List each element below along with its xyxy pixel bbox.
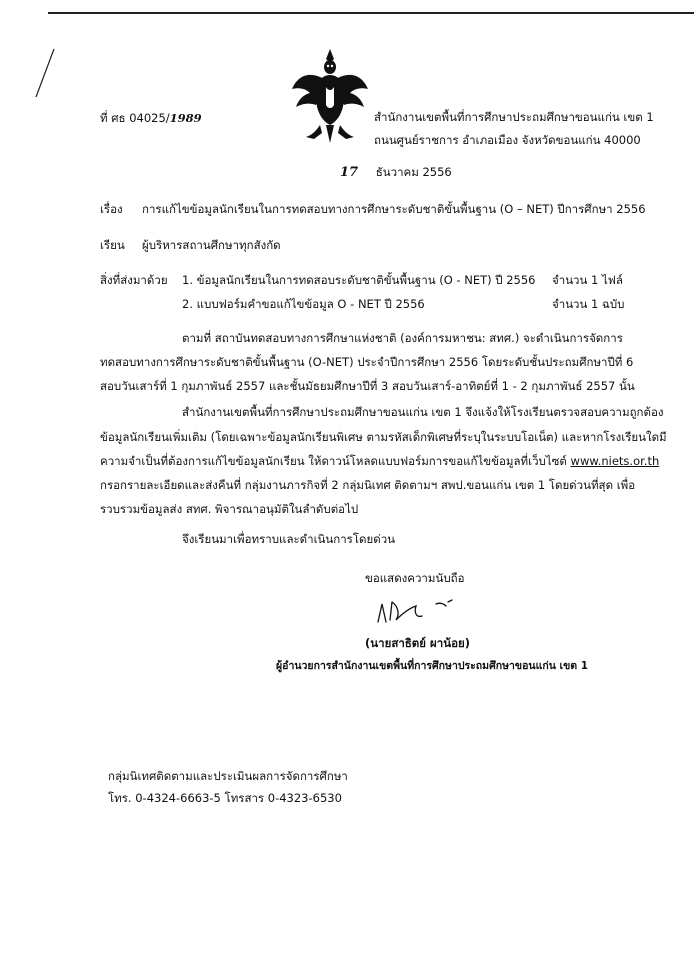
reference-prefix: ที่ ศธ 04025/ <box>100 111 170 125</box>
paragraph-2-line: กรอกรายละเอียดและส่งคืนที่ กลุ่มงานภารกิจที่ 2 กลุ่มนิเทศ ติดตามฯ สพป.ขอนแก่น เขต 1 โดยด่วนที่สุด เพื่อ <box>100 478 636 492</box>
subject-text: การแก้ไขข้อมูลนักเรียนในการทดสอบทางการศึกษาระดับชาติขั้นพื้นฐาน (O – NET) ปีการศึกษา 2556 <box>142 202 646 216</box>
enclosures-label: สิ่งที่ส่งมาด้วย <box>100 273 168 287</box>
letter-date <box>340 164 452 181</box>
subject-label: เรื่อง <box>100 202 123 216</box>
enclosure-quantity: จำนวน 1 ฉบับ <box>552 297 625 311</box>
closing-salutation: ขอแสดงความนับถือ <box>365 571 465 585</box>
enclosure-item: 2. แบบฟอร์มคำขอแก้ไขข้อมูล O - NET ปี 2556 <box>182 297 425 311</box>
handwritten-signature <box>370 592 470 632</box>
top-scan-rule <box>48 12 694 14</box>
enclosure-item: 1. ข้อมูลนักเรียนในการทดสอบระดับชาติขั้นพื้นฐาน (O - NET) ปี 2556 <box>182 273 536 287</box>
reference-number <box>100 110 202 126</box>
paragraph-2-line: รวบรวมข้อมูลส่ง สทศ. พิจารณาอนุมัติในลำดับต่อไป <box>100 502 359 516</box>
paragraph-1-line: ทดสอบทางการศึกษาระดับชาติขั้นพื้นฐาน (O-NET) ประจำปีการศึกษา 2556 โดยระดับชั้นประถมศึกษาปีที่ 6 <box>100 355 634 369</box>
paragraph-2-line: ข้อมูลนักเรียนเพิ่มเติม (โดยเฉพาะข้อมูลนักเรียนพิเศษ ตามรหัสเด็กพิเศษที่ระบุในระบบโอเน็ต) และหากโรงเรียนใดมี <box>100 430 667 444</box>
to-text: ผู้บริหารสถานศึกษาทุกสังกัด <box>142 238 281 252</box>
website-link[interactable]: www.niets.or.th <box>570 454 660 468</box>
contact-numbers: โทร. 0-4324-6663-5 โทรสาร 0-4323-6530 <box>108 791 342 805</box>
sender-office: สำนักงานเขตพื้นที่การศึกษาประถมศึกษาขอนแก่น เขต 1 <box>374 110 654 124</box>
margin-pen-mark <box>30 45 60 105</box>
sender-address: ถนนศูนย์ราชการ อำเภอเมือง จังหวัดขอนแก่น 40000 <box>374 133 641 147</box>
paragraph-2-text: ความจำเป็นที่ต้องการแก้ไขข้อมูลนักเรียน ให้ดาวน์โหลดแบบฟอร์มการขอแก้ไขข้อมูลที่เว็บไซต์ <box>100 454 571 468</box>
paragraph-1-line: ตามที่ สถาบันทดสอบทางการศึกษาแห่งชาติ (องค์การมหาชน: สทศ.) จะดำเนินการจัดการ <box>182 331 623 345</box>
signer-name: (นายสาธิตย์ ผาน้อย) <box>365 636 470 650</box>
paragraph-2-line: สำนักงานเขตพื้นที่การศึกษาประถมศึกษาขอนแก่น เขต 1 จึงแจ้งให้โรงเรียนตรวจสอบความถูกต้อง <box>182 405 664 419</box>
reference-handwritten-number: 1989 <box>169 111 202 125</box>
department-name: กลุ่มนิเทศติดตามและประเมินผลการจัดการศึกษา <box>108 769 348 783</box>
to-label: เรียน <box>100 238 125 252</box>
paragraph-2-line <box>100 453 659 469</box>
closing-request: จึงเรียนมาเพื่อทราบและดำเนินการโดยด่วน <box>182 532 396 546</box>
date-month-year: ธันวาคม 2556 <box>375 165 452 179</box>
garuda-emblem <box>290 45 370 145</box>
enclosure-quantity: จำนวน 1 ไฟล์ <box>552 273 623 287</box>
paragraph-1-line: สอบวันเสาร์ที่ 1 กุมภาพันธ์ 2557 และชั้นมัธยมศึกษาปีที่ 3 สอบวันเสาร์-อาทิตย์ที่ 1 - 2 กุมภาพันธ์ 2557 นั้น <box>100 379 635 393</box>
date-day-handwritten: 17 <box>340 165 359 180</box>
signer-title: ผู้อำนวยการสำนักงานเขตพื้นที่การศึกษาประถมศึกษาขอนแก่น เขต 1 <box>276 660 589 672</box>
